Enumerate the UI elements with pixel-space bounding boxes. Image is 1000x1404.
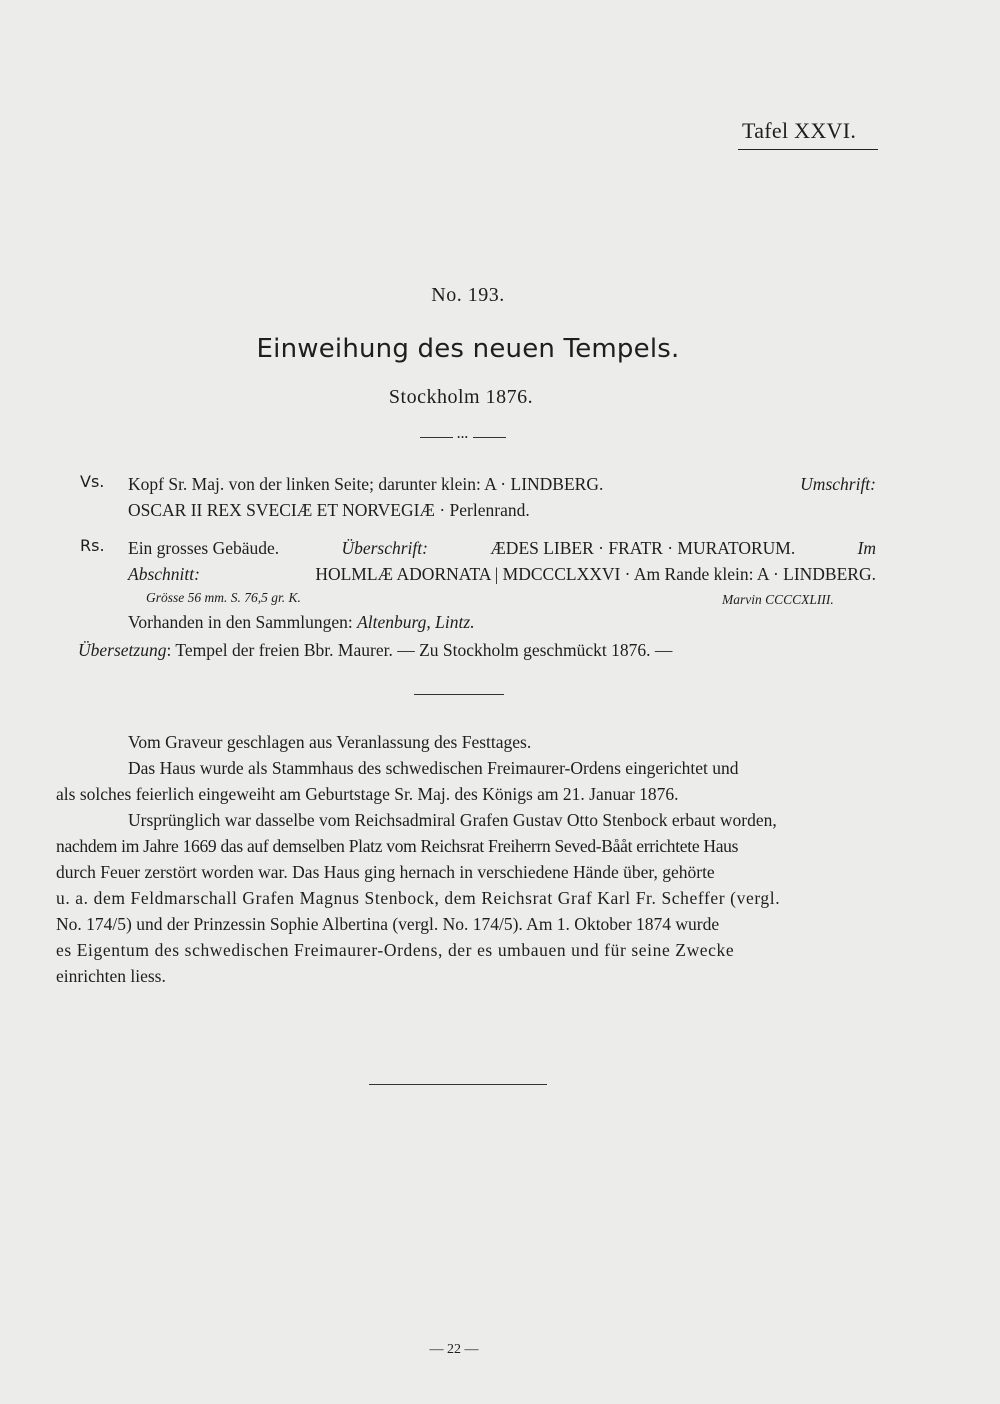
translation-line xyxy=(78,640,672,661)
page-number: — 22 — xyxy=(429,1342,479,1357)
reverse-line-1 xyxy=(128,538,876,559)
collections-text: Vorhanden in den Sammlungen: xyxy=(128,612,353,632)
size-note: Grösse 56 mm. S. 76,5 gr. K. xyxy=(146,590,301,605)
reverse-description: Ein grosses Gebäude. xyxy=(128,538,280,558)
body-line-10: einrichten liess. xyxy=(56,966,166,986)
reverse-line-2 xyxy=(128,564,876,585)
obverse-description: Kopf Sr. Maj. von der linken Seite; darunter klein: A · LINDBERG. xyxy=(128,474,604,494)
body-line-1: Vom Graveur geschlagen aus Veranlassung des Festtages. xyxy=(128,732,532,752)
body-line-4: Ursprünglich war dasselbe vom Reichsadmiral Grafen Gustav Otto Stenbock erbaut worden, xyxy=(128,810,777,830)
collections-line xyxy=(128,612,475,633)
ornament-divider xyxy=(420,433,506,442)
obverse-legend-label: Umschrift: xyxy=(800,474,876,494)
collections-names: Altenburg, Lintz. xyxy=(357,612,475,632)
translation-label: Übersetzung xyxy=(78,640,167,660)
obverse-line-1 xyxy=(128,474,876,495)
body-line-7: u. a. dem Feldmarschall Grafen Magnus Stenbock, dem Reichsrat Graf Karl Fr. Scheffer (vergl. xyxy=(56,888,781,908)
body-line-3: als solches feierlich eingeweiht am Geburtstage Sr. Maj. des Königs am 21. Januar 1876. xyxy=(56,784,679,804)
subtitle: Stockholm 1876. xyxy=(388,386,534,408)
section-divider xyxy=(414,694,504,695)
reverse-exergue: HOLMLÆ ADORNATA | MDCCCLXXVI · Am Rande klein: A · LINDBERG. xyxy=(315,564,876,584)
body-line-9: es Eigentum des schwedischen Freimaurer-Ordens, der es umbauen und für seine Zwecke xyxy=(56,940,735,960)
reverse-overscript: ÆDES LIBER · FRATR · MURATORUM. xyxy=(490,538,796,558)
reverse-label: Rs. xyxy=(80,536,105,555)
obverse-line-2: OSCAR II REX SVECIÆ ET NORVEGIÆ · Perlenrand. xyxy=(128,500,530,520)
reverse-overscript-label: Überschrift: xyxy=(341,538,428,558)
obverse-label: Vs. xyxy=(80,472,105,491)
catalog-reference: Marvin CCCCXLIII. xyxy=(722,592,834,607)
body-line-5: nachdem im Jahre 1669 das auf demselben Platz vom Reichsrat Freiherrn Seved-Bååt errichtete Haus xyxy=(56,836,739,856)
page-title: Einweihung des neuen Tempels. xyxy=(256,334,680,364)
body-line-6: durch Feuer zerstört worden war. Das Haus ging hernach in verschiedene Hände über, gehörte xyxy=(56,862,715,882)
body-line-2: Das Haus wurde als Stammhaus des schwedischen Freimaurer-Ordens eingerichtet und xyxy=(128,758,739,778)
ornament-dots: ••• xyxy=(453,437,472,439)
body-line-8: No. 174/5) und der Prinzessin Sophie Albertina (vergl. No. 174/5). Am 1. Oktober 1874 wurde xyxy=(56,914,720,934)
reverse-exergue-lead: Im xyxy=(857,538,876,558)
plate-underline xyxy=(738,149,878,150)
end-divider xyxy=(369,1084,547,1085)
catalog-number: No. 193. xyxy=(431,284,505,306)
plate-heading: Tafel XXVI. xyxy=(742,118,857,143)
translation-text: : Tempel der freien Bbr. Maurer. — Zu Stockholm geschmückt 1876. — xyxy=(166,640,673,660)
reverse-exergue-label: Abschnitt: xyxy=(128,564,200,584)
